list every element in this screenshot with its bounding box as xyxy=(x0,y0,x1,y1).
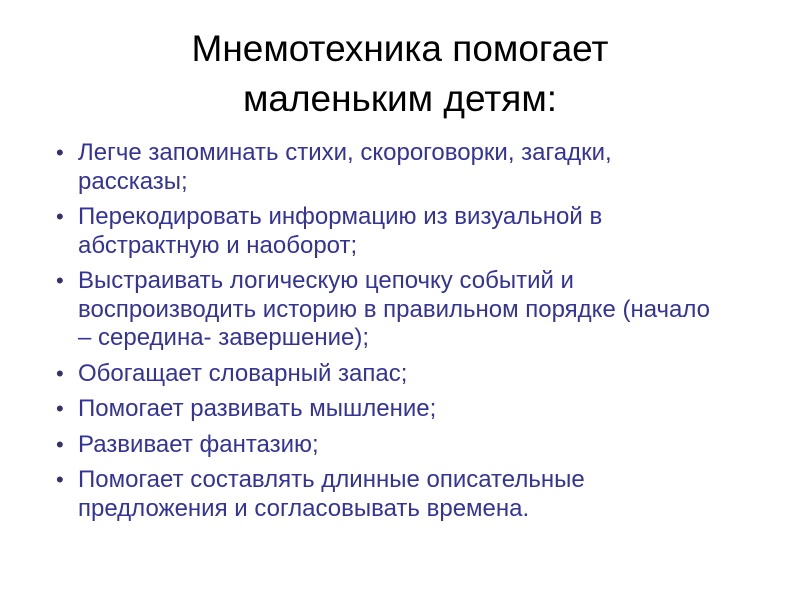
slide-title-line-2: маленьким детям: xyxy=(242,78,558,119)
bullet-text: Перекодировать информацию из визуальной в абстрактную и наоборот; xyxy=(78,203,603,259)
bullet-item xyxy=(56,267,800,353)
bullet-text: Развивает фантазию; xyxy=(78,430,319,458)
bullet-item xyxy=(56,360,800,389)
bullet-item xyxy=(56,203,800,260)
bullet-item xyxy=(56,431,800,460)
bullet-text: Легче запоминать стихи, скороговорки, загадки, рассказы; xyxy=(78,139,612,195)
bullet-icon: • xyxy=(56,360,64,386)
bullet-icon: • xyxy=(56,204,64,229)
bullet-list xyxy=(0,139,800,523)
bullet-text: Выстраивать логическую цепочку событий и воспроизводить историю в правильном порядке (начало – середина- завершение); xyxy=(78,267,710,351)
bullet-icon: • xyxy=(56,396,64,421)
bullet-icon: • xyxy=(56,140,64,165)
bullet-item xyxy=(56,466,800,523)
bullet-icon: • xyxy=(56,467,64,492)
bullet-icon: • xyxy=(56,268,64,293)
bullet-text: Помогает составлять длинные описательные предложения и согласовывать времена. xyxy=(78,466,585,522)
slide-title xyxy=(0,0,800,124)
bullet-text: Обогащает словарный запас; xyxy=(78,359,408,387)
bullet-item xyxy=(56,139,800,196)
bullet-text: Помогает развивать мышление; xyxy=(78,395,437,422)
bullet-item xyxy=(56,395,800,424)
bullet-icon: • xyxy=(56,431,64,457)
slide-title-line-1: Мнемотехника помогает xyxy=(191,28,609,69)
